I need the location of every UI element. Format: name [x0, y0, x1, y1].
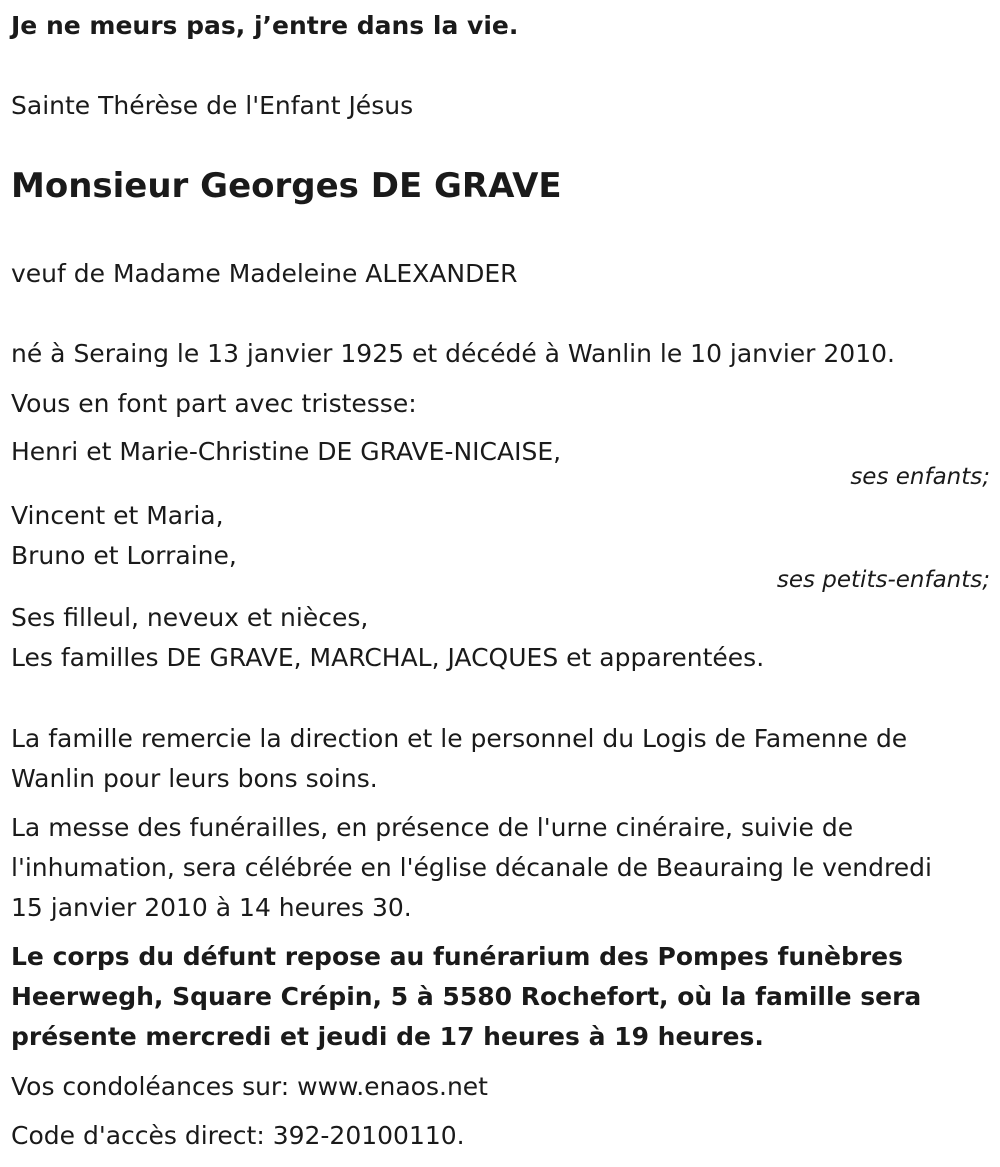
widower-line: veuf de Madame Madeleine ALEXANDER [11, 259, 518, 288]
mass-line: 15 janvier 2010 à 14 heures 30. [11, 893, 412, 922]
deceased-name: Monsieur Georges DE GRAVE [11, 166, 562, 206]
repose-line: Le corps du défunt repose au funérarium des Pompes funèbres [11, 942, 904, 971]
grandchild-name: Vincent et Maria, [11, 501, 224, 530]
thanks-line: Wanlin pour leurs bons soins. [11, 764, 378, 793]
children-names: Henri et Marie-Christine DE GRAVE-NICAISE, [11, 437, 562, 466]
relatives-line: Les familles DE GRAVE, MARCHAL, JACQUES et apparentées. [11, 643, 765, 672]
grandchild-name: Bruno et Lorraine, [11, 541, 237, 570]
repose-line: présente mercredi et jeudi de 17 heures à 19 heures. [11, 1022, 764, 1051]
mass-line: La messe des funérailles, en présence de l'urne cinéraire, suivie de [11, 813, 854, 842]
thanks-line: La famille remercie la direction et le personnel du Logis de Famenne de [11, 724, 908, 753]
epigraph-author: Sainte Thérèse de l'Enfant Jésus [11, 91, 414, 120]
children-label: ses enfants; [850, 464, 990, 490]
grandchildren-label: ses petits-enfants; [776, 567, 990, 593]
epigraph-quote: Je ne meurs pas, j’entre dans la vie. [11, 11, 519, 40]
announce-line: Vous en font part avec tristesse: [11, 389, 417, 418]
mass-line: l'inhumation, sera célébrée en l'église décanale de Beauraing le vendredi [11, 853, 932, 882]
relatives-line: Ses filleul, neveux et nièces, [11, 603, 369, 632]
access-code-line: Code d'accès direct: 392-20100110. [11, 1121, 465, 1150]
condolences-line: Vos condoléances sur: www.enaos.net [11, 1072, 488, 1101]
birth-death-line: né à Seraing le 13 janvier 1925 et décédé à Wanlin le 10 janvier 2010. [11, 339, 895, 368]
repose-line: Heerwegh, Square Crépin, 5 à 5580 Rochefort, où la famille sera [11, 982, 922, 1011]
